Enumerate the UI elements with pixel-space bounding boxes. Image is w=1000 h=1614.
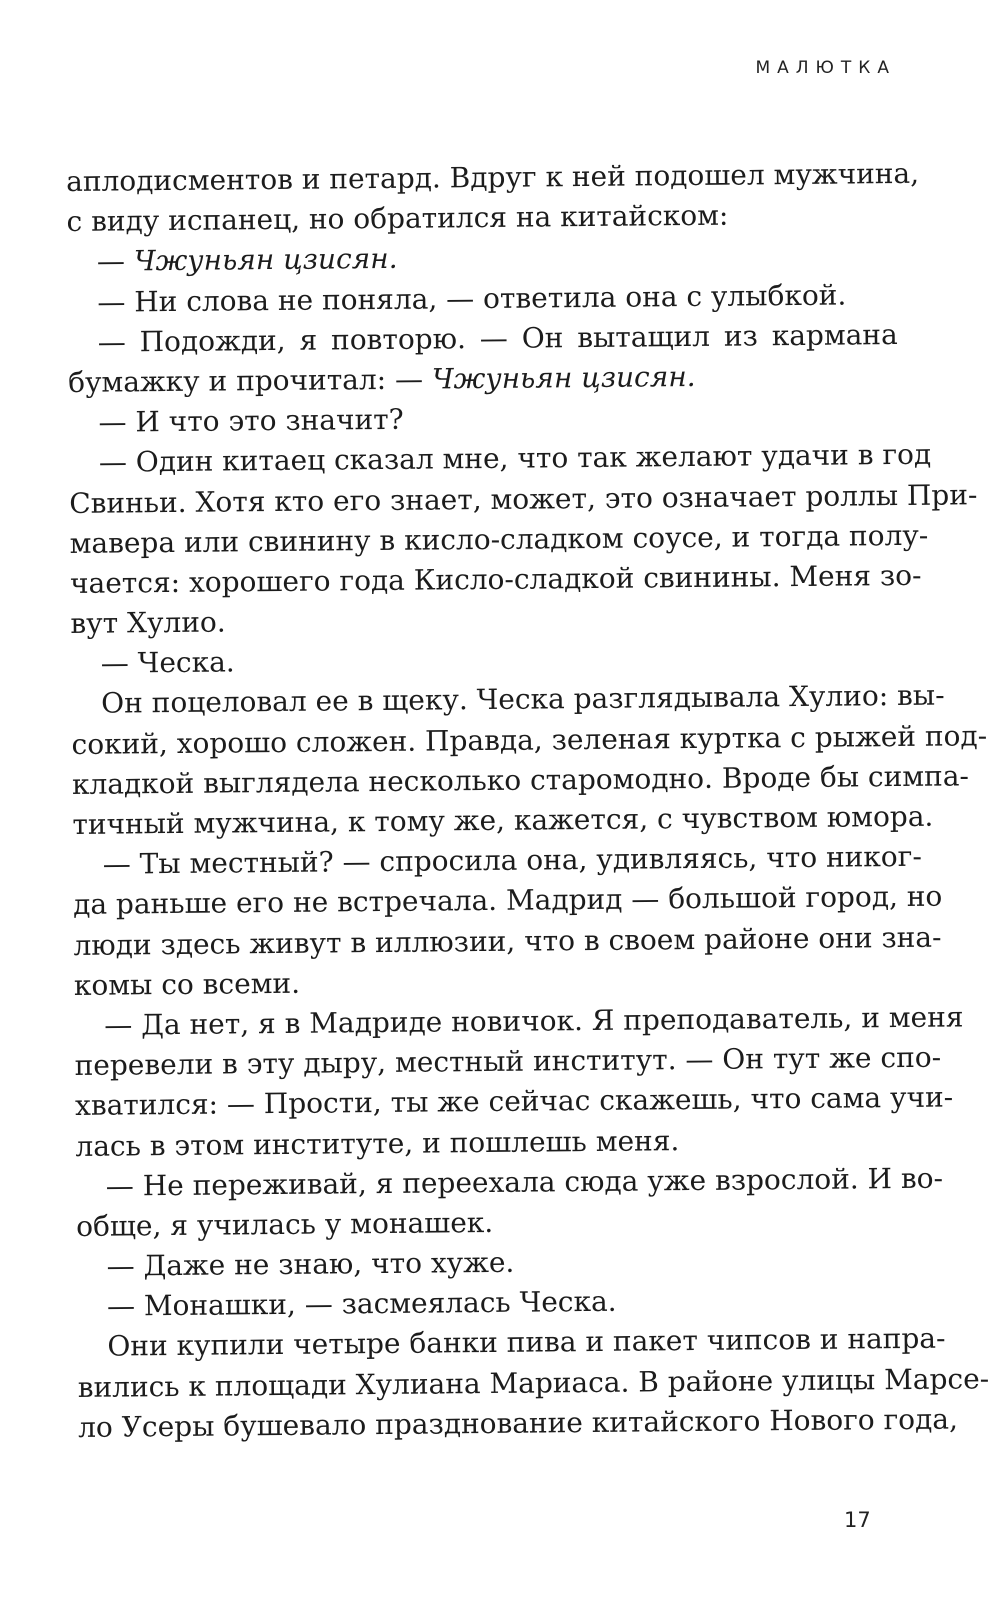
text-line: — Ческа. xyxy=(100,645,235,680)
text-line: — Да нет, я в Мадриде новичок. Я преподаватель, и меня xyxy=(104,1000,964,1042)
text-line: аплодисментов и петард. Вдруг к ней подошел мужчина, xyxy=(66,156,920,198)
text-line: — Подожди, я повторю. — Он вытащил из кармана xyxy=(97,317,898,359)
text-line: хватился: — Прости, ты же сейчас скажешь, что сама учи- xyxy=(74,1080,954,1123)
text-line: с виду испанец, но обратился на китайском: xyxy=(66,198,729,239)
text-line: Свиньи. Хотя кто его знает, может, это означает роллы При- xyxy=(69,477,978,520)
text-line: — Не переживай, я переехала сюда уже взрослой. И во- xyxy=(105,1161,944,1203)
italic-phrase: Чжуньян цзисян. xyxy=(431,359,696,396)
text-line: Он поцеловал ее в щеку. Ческа разглядывала Хулио: вы- xyxy=(101,679,945,721)
text-line: мавера или свинину в кисло-сладком соусе, и тогда полу- xyxy=(69,518,929,560)
page-number: 17 xyxy=(844,1508,871,1532)
text-line: — Ты местный? — спросила она, удивляясь, что никог- xyxy=(102,840,922,881)
text-line: лась в этом институте, и пошлешь меня. xyxy=(75,1123,680,1163)
italic-phrase: Чжуньян цзисян. xyxy=(133,242,398,278)
running-head: МАЛЮТКА xyxy=(755,58,896,78)
text-line: — Даже не знаю, что хуже. xyxy=(106,1245,515,1283)
text-line: обще, я училась у монашек. xyxy=(76,1205,494,1243)
text-line: комы со всеми. xyxy=(73,966,301,1002)
text-line: да раньше его не встречала. Мадрид — большой город, но xyxy=(72,879,943,922)
text-line: — Ни слова не поняла, — ответила она с улыбкой. xyxy=(97,278,847,319)
text-line: вились к площади Хулиана Мариаса. В районе улицы Марсе- xyxy=(77,1361,990,1404)
text-line: люди здесь живут в иллюзии, что в своем районе они зна- xyxy=(73,920,942,962)
text-line: тичный мужчина, к тому же, кажется, с чувством юмора. xyxy=(72,799,934,841)
text-line: кладкой выглядела несколько старомодно. Вроде бы симпа- xyxy=(71,759,970,801)
body-text xyxy=(66,154,990,1448)
text-line: вут Хулио. xyxy=(70,605,226,641)
text-line: ло Усеры бушевало празднование китайского Нового года, xyxy=(77,1402,959,1444)
text-line: Они купили четыре банки пива и пакет чипсов и напра- xyxy=(107,1322,946,1364)
text-line: чается: хорошего года Кисло-сладкой свинины. Меня зо- xyxy=(69,558,922,600)
line-text: бумажку и прочитал: — xyxy=(67,362,433,399)
text-line: — Один китаец сказал мне, что так желают удачи в год xyxy=(98,438,932,480)
text-line: перевели в эту дыру, местный институт. — Он тут же спо- xyxy=(74,1040,942,1083)
text-line: — Монашки, — засмеялась Ческа. xyxy=(106,1285,617,1323)
text-line: — И что это значит? xyxy=(98,402,404,439)
dialogue-dash: — xyxy=(96,244,135,279)
text-line: сокий, хорошо сложен. Правда, зеленая куртка с рыжей под- xyxy=(71,718,988,761)
